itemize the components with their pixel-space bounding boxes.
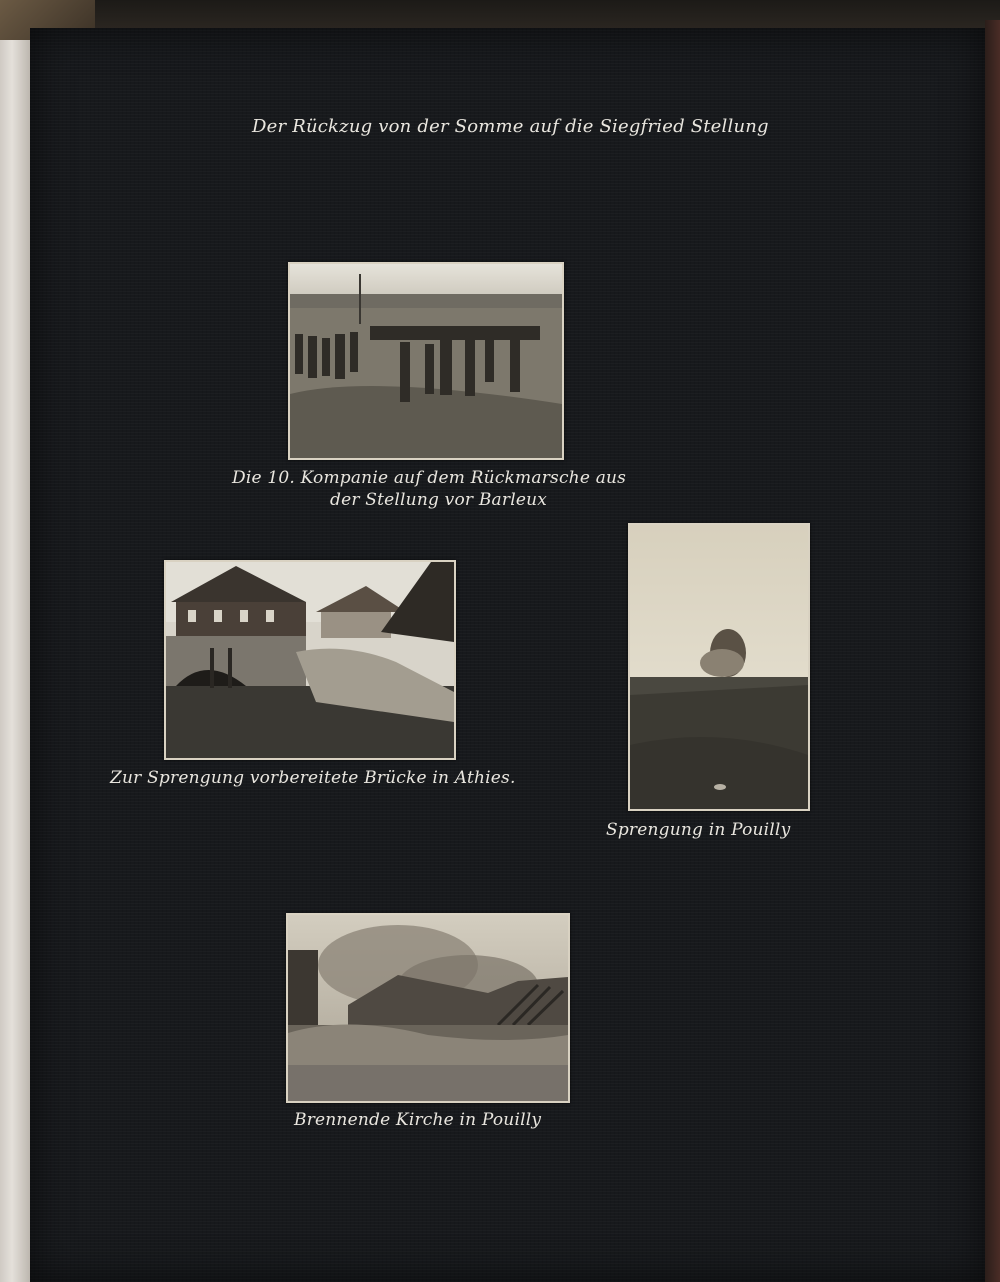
photo-1-caption-line-1: Die 10. Kompanie auf dem Rückmarsche aus bbox=[232, 468, 627, 488]
photo-4-caption: Brennende Kirche in Pouilly bbox=[294, 1110, 542, 1130]
photo-soldiers-march bbox=[288, 262, 564, 460]
album-binding bbox=[0, 40, 30, 1282]
photo-2-caption: Zur Sprengung vorbereitete Brücke in Athies. bbox=[110, 768, 516, 788]
photo-burning-church bbox=[286, 913, 570, 1103]
photo-explosion-pouilly bbox=[628, 523, 810, 811]
photo-bridge-athies bbox=[164, 560, 456, 760]
album-cover-edge bbox=[985, 20, 1000, 1282]
photo-1-caption-line-2: der Stellung vor Barleux bbox=[330, 490, 548, 510]
page-title: Der Rückzug von der Somme auf die Siegfried Stellung bbox=[252, 116, 769, 137]
photo-3-caption: Sprengung in Pouilly bbox=[606, 820, 791, 840]
